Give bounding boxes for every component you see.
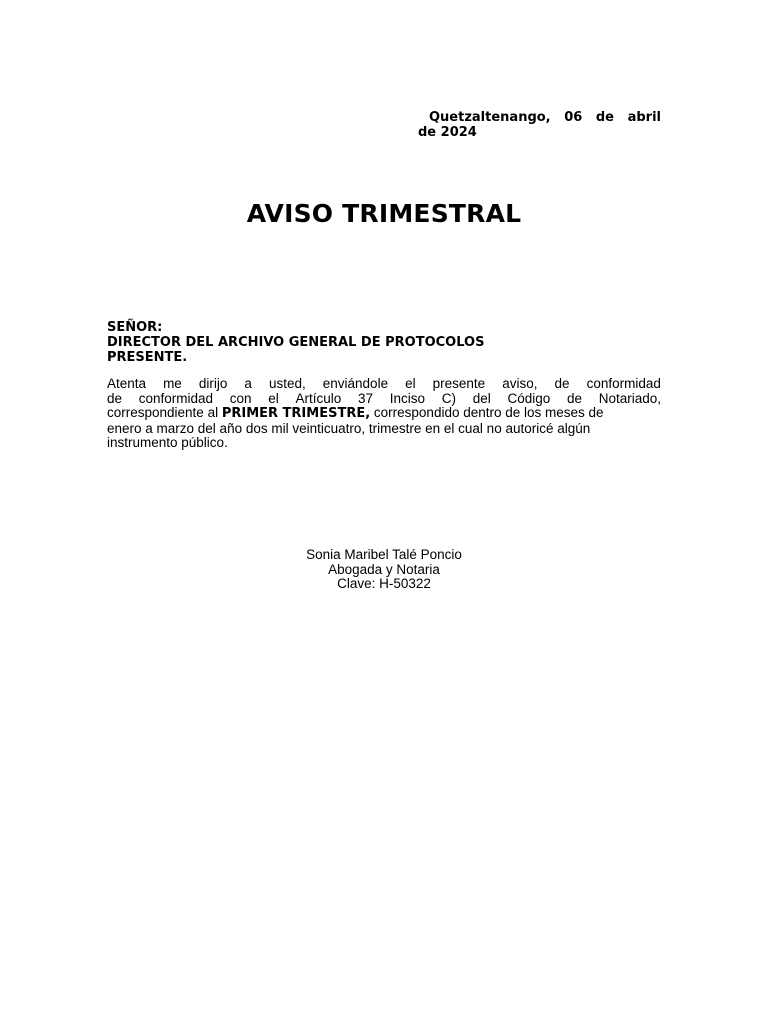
date-word: 06: [564, 110, 583, 125]
body-word: Código: [507, 390, 551, 406]
body-word: de: [107, 390, 123, 406]
signer-code: Clave: H-50322: [337, 576, 431, 591]
recipient-salutation: SEÑOR:: [107, 320, 163, 335]
body-word: Inciso: [389, 390, 426, 406]
body-word: aviso,: [502, 376, 538, 391]
date-word: Quetzaltenango,: [429, 110, 551, 125]
body-word: usted,: [268, 376, 306, 391]
body-line-3: [107, 406, 661, 422]
body-word: Notariado,: [598, 390, 661, 406]
body-line-4: enero a marzo del año dos mil veinticuatro, trimestre en el cual no autoricé algún: [107, 420, 591, 436]
body-word: del: [472, 390, 491, 406]
body-word: a: [244, 376, 252, 391]
recipient-name: DIRECTOR DEL ARCHIVO GENERAL DE PROTOCOLOS: [107, 335, 485, 350]
body-word: me: [163, 376, 182, 391]
body-text-run: correspondiente al: [107, 405, 222, 420]
body-word: el: [268, 390, 279, 406]
body-paragraph: [107, 377, 661, 451]
body-word: enviándole: [322, 376, 389, 391]
body-line-1: [107, 377, 661, 392]
document-title: AVISO TRIMESTRAL: [246, 199, 522, 228]
recipient-block: [107, 320, 667, 365]
signature-block: [0, 548, 768, 592]
recipient-present: PRESENTE.: [107, 350, 188, 365]
body-word: con: [229, 390, 252, 406]
date-line-1: [418, 110, 661, 125]
quarter-emphasis: PRIMER TRIMESTRE,: [221, 406, 371, 421]
body-word: de: [566, 390, 582, 406]
body-word: 37: [358, 390, 374, 406]
body-line-2: [107, 392, 661, 407]
body-word: presente: [432, 376, 486, 391]
body-word: Atenta: [107, 376, 147, 391]
date-block: [418, 110, 661, 140]
signer-role: Abogada y Notaria: [328, 561, 440, 577]
body-word: el: [405, 376, 416, 391]
date-word: abril: [627, 110, 661, 125]
date-line-2: de 2024: [418, 125, 477, 140]
body-word: conformidad: [138, 390, 214, 406]
body-word: dirijo: [198, 376, 228, 391]
date-word: de: [595, 110, 614, 125]
body-word: Artículo: [295, 390, 342, 406]
body-text-run: correspondido dentro de los meses de: [370, 405, 604, 420]
body-line-5: instrumento público.: [107, 435, 228, 450]
body-word: C): [441, 390, 456, 406]
body-word: conformidad: [586, 376, 661, 391]
body-word: de: [554, 376, 570, 391]
signer-name: Sonia Maribel Talé Poncio: [306, 547, 462, 562]
